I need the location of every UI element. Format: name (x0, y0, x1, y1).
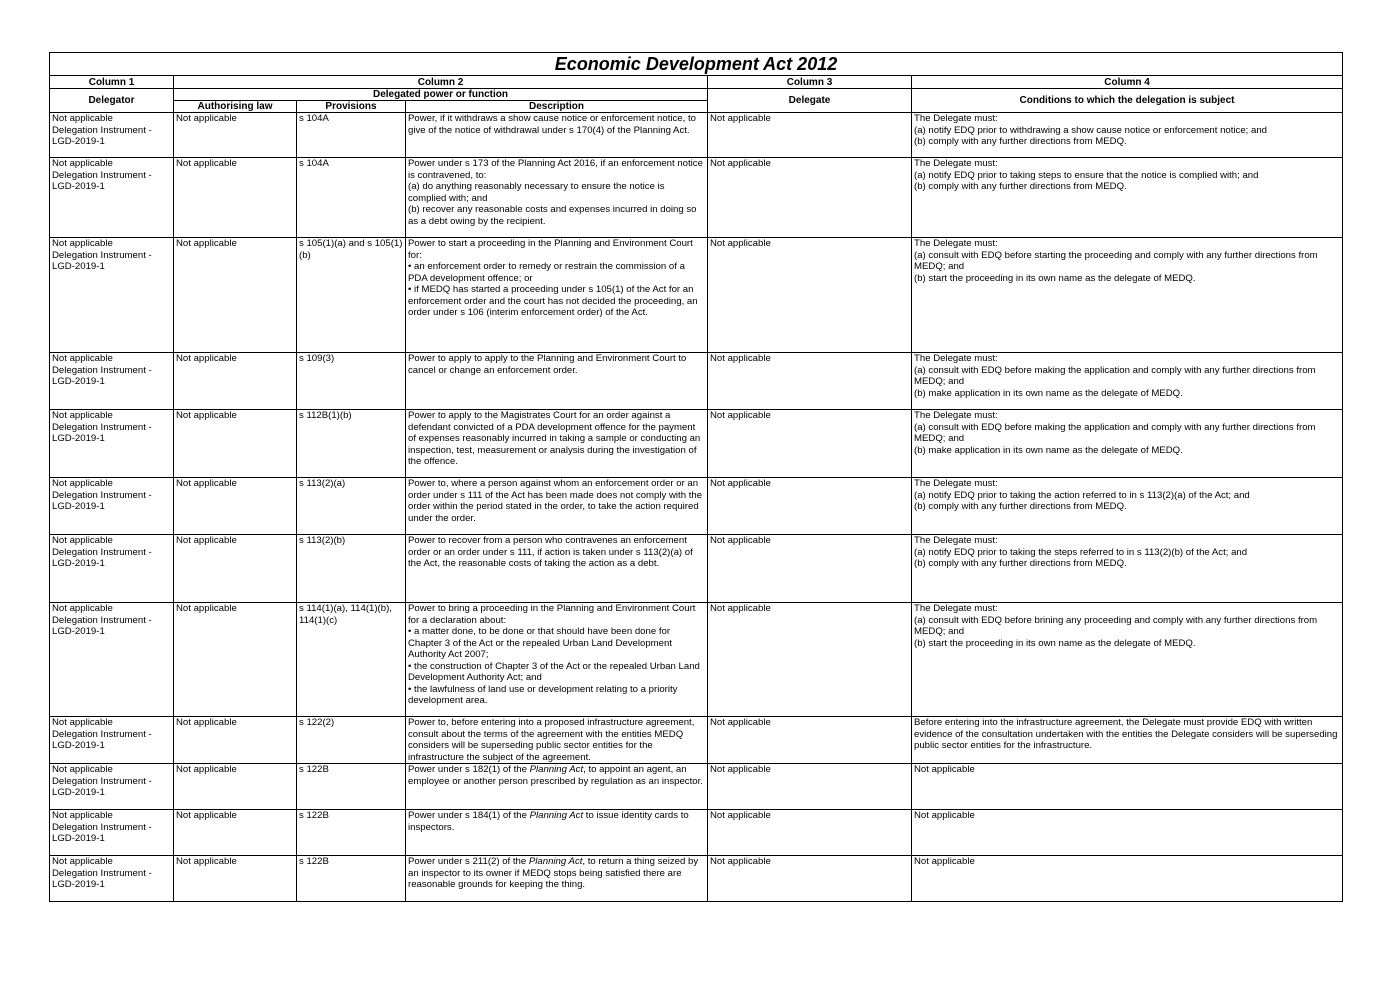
delegator-cell (50, 810, 174, 856)
table-row (50, 603, 1343, 717)
delegator-line: Not applicable (52, 603, 113, 614)
provisions-cell: s 122B (297, 764, 406, 810)
description-cell (406, 764, 708, 810)
conditions-cell (912, 603, 1343, 717)
conditions-line: The Delegate must: (914, 478, 998, 489)
delegated-power-header: Delegated power or function (174, 89, 708, 101)
provisions-cell: s 122(2) (297, 717, 406, 764)
delegator-header: Delegator (50, 89, 174, 113)
conditions-line: (a) consult with EDQ before starting the proceeding and comply with any further directions from MEDQ; and (914, 249, 1318, 272)
provisions-cell: s 112B(1)(b) (297, 410, 406, 478)
delegate-cell: Not applicable (708, 764, 912, 810)
description-cell (406, 717, 708, 764)
delegator-line: Delegation Instrument - LGD-2019-1 (52, 867, 152, 890)
description-line: Power, if it withdraws a show cause notice or enforcement notice, to give of the notice of withdrawal under s 170(4) of the Planning Act. (408, 113, 696, 136)
description-cell (406, 238, 708, 353)
authorising-law-header: Authorising law (174, 101, 297, 113)
description-cell (406, 478, 708, 535)
delegate-cell: Not applicable (708, 810, 912, 856)
conditions-cell (912, 238, 1343, 353)
conditions-cell (912, 764, 1343, 810)
delegator-cell (50, 238, 174, 353)
conditions-line: (a) consult with EDQ before brining any proceeding and comply with any further directions from MEDQ; and (914, 614, 1318, 637)
document-title: Economic Development Act 2012 (50, 53, 1343, 76)
description-line: Power to, before entering into a proposed infrastructure agreement, consult about the terms of the agreement with the entities MEDQ considers will be superseding public sector entities for the infrastructure the subject of the agreement. (408, 717, 695, 763)
delegator-cell (50, 410, 174, 478)
conditions-line: (a) consult with EDQ before making the application and comply with any further directions from MEDQ; and (914, 364, 1316, 387)
description-text: , to appoint an agent, an employee or another person prescribed by regulation as an inspector. (408, 764, 703, 787)
delegator-line: Delegation Instrument - LGD-2019-1 (52, 775, 152, 798)
conditions-line: Not applicable (914, 764, 975, 775)
conditions-line: (b) comply with any further directions from MEDQ. (914, 501, 1127, 512)
table-row (50, 717, 1343, 764)
table-row (50, 158, 1343, 238)
delegation-table (49, 52, 1343, 902)
delegate-cell: Not applicable (708, 478, 912, 535)
conditions-cell (912, 113, 1343, 158)
conditions-line: (a) consult with EDQ before making the application and comply with any further directions from MEDQ; and (914, 421, 1316, 444)
provisions-cell: s 104A (297, 158, 406, 238)
authorising-law-cell: Not applicable (174, 535, 297, 603)
provisions-header: Provisions (297, 101, 406, 113)
description-line: Power to apply to the Magistrates Court for an order against a defendant convicted of a PDA development offence for the payment of expenses reasonably incurred in taking a sample or conducting an inspection, test, measurement or analysis during the investigation of the offence. (408, 410, 701, 467)
delegate-cell: Not applicable (708, 113, 912, 158)
table-row (50, 764, 1343, 810)
description-cell (406, 113, 708, 158)
delegator-line: Delegation Instrument - LGD-2019-1 (52, 124, 152, 147)
table-row (50, 478, 1343, 535)
delegator-cell (50, 158, 174, 238)
delegate-cell: Not applicable (708, 856, 912, 902)
description-line: Power to start a proceeding in the Planning and Environment Court for: (408, 238, 693, 261)
conditions-line: (b) make application in its own name as the delegate of MEDQ. (914, 387, 1183, 399)
provisions-cell: s 109(3) (297, 353, 406, 410)
description-line: Power to apply to apply to the Planning and Environment Court to cancel or change an enforcement order. (408, 353, 687, 376)
delegator-cell (50, 764, 174, 810)
description-header: Description (406, 101, 708, 113)
delegate-cell: Not applicable (708, 158, 912, 238)
delegator-cell (50, 478, 174, 535)
delegator-line: Not applicable (52, 238, 113, 249)
delegate-cell: Not applicable (708, 238, 912, 353)
table-row (50, 535, 1343, 603)
description-cell (406, 158, 708, 238)
table-row (50, 113, 1343, 158)
description-cell (406, 410, 708, 478)
delegator-line: Not applicable (52, 158, 113, 169)
act-name: Planning Act (529, 810, 584, 821)
provisions-cell: s 113(2)(a) (297, 478, 406, 535)
act-name: Planning Act (528, 856, 583, 867)
delegator-line: Not applicable (52, 764, 113, 775)
conditions-line: Not applicable (914, 856, 975, 867)
delegator-line: Not applicable (52, 353, 113, 364)
delegate-cell: Not applicable (708, 535, 912, 603)
delegator-cell (50, 113, 174, 158)
column-4-header: Column 4 (912, 76, 1343, 89)
conditions-cell (912, 856, 1343, 902)
delegate-cell: Not applicable (708, 410, 912, 478)
authorising-law-cell: Not applicable (174, 764, 297, 810)
conditions-line: The Delegate must: (914, 410, 998, 421)
delegator-cell (50, 603, 174, 717)
delegate-cell: Not applicable (708, 353, 912, 410)
delegate-cell: Not applicable (708, 717, 912, 764)
table-row (50, 410, 1343, 478)
table-body (50, 113, 1343, 902)
conditions-header: Conditions to which the delegation is subject (912, 89, 1343, 113)
conditions-cell (912, 158, 1343, 238)
conditions-line: The Delegate must: (914, 535, 998, 546)
authorising-law-cell: Not applicable (174, 603, 297, 717)
authorising-law-cell: Not applicable (174, 856, 297, 902)
provisions-cell: s 113(2)(b) (297, 535, 406, 603)
delegator-line: Delegation Instrument - LGD-2019-1 (52, 249, 152, 272)
conditions-cell (912, 717, 1343, 764)
delegator-line: Not applicable (52, 856, 113, 867)
delegator-line: Delegation Instrument - LGD-2019-1 (52, 728, 152, 751)
delegator-cell (50, 353, 174, 410)
conditions-line: The Delegate must: (914, 603, 998, 614)
description-line: • a matter done, to be done or that should have been done for Chapter 3 of the Act or the repealed Urban Land Development Authority Act 2007; (408, 626, 672, 660)
conditions-line: (b) comply with any further directions from MEDQ. (914, 558, 1127, 569)
description-line: (b) recover any reasonable costs and expenses incurred in doing so as a debt owing by the recipient. (408, 204, 697, 227)
provisions-cell: s 104A (297, 113, 406, 158)
table-row (50, 856, 1343, 902)
description-cell (406, 535, 708, 603)
description-cell (406, 353, 708, 410)
description-cell (406, 603, 708, 717)
table-row (50, 353, 1343, 410)
conditions-line: Not applicable (914, 810, 975, 821)
delegator-line: Not applicable (52, 478, 113, 489)
conditions-line: (a) notify EDQ prior to taking the action referred to in s 113(2)(a) of the Act; and (914, 489, 1250, 501)
provisions-cell: s 122B (297, 810, 406, 856)
conditions-line: Before entering into the infrastructure agreement, the Delegate must provide EDQ with written evidence of the consultation undertaken with the entities the Delegate considers will be superseding public sector entities for the infrastructure. (914, 717, 1338, 751)
provisions-cell: s 114(1)(a), 114(1)(b), 114(1)(c) (297, 603, 406, 717)
authorising-law-cell: Not applicable (174, 478, 297, 535)
delegator-line: Delegation Instrument - LGD-2019-1 (52, 169, 152, 192)
conditions-line: (a) notify EDQ prior to withdrawing a show cause notice or enforcement notice; and (914, 124, 1268, 136)
authorising-law-cell: Not applicable (174, 238, 297, 353)
conditions-line: (b) comply with any further directions from MEDQ. (914, 136, 1127, 147)
delegator-line: Not applicable (52, 717, 113, 728)
description-text: to issue identity cards to inspectors. (408, 810, 689, 833)
description-text: Power under s 211(2) of the (408, 856, 529, 867)
conditions-line: (b) start the proceeding in its own name as the delegate of MEDQ. (914, 637, 1196, 649)
conditions-line: (b) start the proceeding in its own name as the delegate of MEDQ. (914, 272, 1196, 284)
table-row (50, 238, 1343, 353)
description-text: Power under s 182(1) of the (408, 764, 530, 775)
column-3-header: Column 3 (708, 76, 912, 89)
provisions-cell: s 105(1)(a) and s 105(1)(b) (297, 238, 406, 353)
delegate-cell: Not applicable (708, 603, 912, 717)
description-line: (a) do anything reasonably necessary to ensure the notice is complied with; and (408, 181, 665, 204)
delegator-line: Delegation Instrument - LGD-2019-1 (52, 546, 152, 569)
authorising-law-cell: Not applicable (174, 353, 297, 410)
table-row (50, 810, 1343, 856)
description-line: Power to, where a person against whom an enforcement order or an order under s 111 of the Act has been made does not comply with the order within the period stated in the order, to take the action required under the order. (408, 478, 703, 524)
conditions-line: (b) comply with any further directions from MEDQ. (914, 181, 1127, 192)
description-line: • an enforcement order to remedy or restrain the commission of a PDA development offence; or (408, 261, 685, 284)
conditions-line: The Delegate must: (914, 238, 998, 249)
authorising-law-cell: Not applicable (174, 717, 297, 764)
description-cell (406, 856, 708, 902)
description-cell (406, 810, 708, 856)
delegator-line: Not applicable (52, 113, 113, 124)
conditions-cell (912, 410, 1343, 478)
column-2-header: Column 2 (174, 76, 708, 89)
description-text: Power under s 184(1) of the (408, 810, 530, 821)
conditions-cell (912, 810, 1343, 856)
description-line: Power to recover from a person who contravenes an enforcement order or an order under s 111, if action is taken under s 113(2)(a) of the Act, the reasonable costs of taking the action as a debt. (408, 535, 693, 569)
description-line: • the construction of Chapter 3 of the Act or the repealed Urban Land Development Authority Act; and (408, 660, 700, 683)
conditions-line: (a) notify EDQ prior to taking steps to ensure that the notice is complied with; and (914, 169, 1259, 181)
conditions-line: The Delegate must: (914, 353, 998, 364)
authorising-law-cell: Not applicable (174, 810, 297, 856)
description-line: Power to bring a proceeding in the Planning and Environment Court for a declaration about: (408, 603, 696, 626)
delegator-line: Delegation Instrument - LGD-2019-1 (52, 821, 152, 844)
conditions-line: The Delegate must: (914, 158, 998, 169)
delegator-line: Not applicable (52, 410, 113, 421)
act-name: Planning Act (529, 764, 584, 775)
description-line: • the lawfulness of land use or development relating to a priority development area. (408, 683, 678, 706)
authorising-law-cell: Not applicable (174, 158, 297, 238)
conditions-cell (912, 535, 1343, 603)
description-text: , to return a thing seized by an inspector to its owner if MEDQ stops being satisfied there are reasonable grounds for keeping the thing. (408, 856, 699, 890)
delegator-line: Not applicable (52, 810, 113, 821)
authorising-law-cell: Not applicable (174, 113, 297, 158)
delegator-line: Delegation Instrument - LGD-2019-1 (52, 614, 152, 637)
conditions-line: The Delegate must: (914, 113, 998, 124)
delegator-line: Delegation Instrument - LGD-2019-1 (52, 421, 152, 444)
conditions-cell (912, 353, 1343, 410)
delegator-cell (50, 535, 174, 603)
conditions-line: (a) notify EDQ prior to taking the steps referred to in s 113(2)(b) of the Act; and (914, 546, 1248, 558)
delegator-line: Delegation Instrument - LGD-2019-1 (52, 364, 152, 387)
delegator-line: Delegation Instrument - LGD-2019-1 (52, 489, 152, 512)
delegator-cell (50, 856, 174, 902)
description-line: Power under s 173 of the Planning Act 2016, if an enforcement notice is contravened, to: (408, 158, 703, 181)
description-line: • if MEDQ has started a proceeding under s 105(1) of the Act for an enforcement order and the court has not decided the proceeding, an order under s 106 (interim enforcement order) of the Act. (408, 284, 698, 318)
conditions-cell (912, 478, 1343, 535)
column-1-header: Column 1 (50, 76, 174, 89)
delegator-line: Not applicable (52, 535, 113, 546)
authorising-law-cell: Not applicable (174, 410, 297, 478)
conditions-line: (b) make application in its own name as the delegate of MEDQ. (914, 444, 1183, 456)
provisions-cell: s 122B (297, 856, 406, 902)
delegator-cell (50, 717, 174, 764)
delegate-header: Delegate (708, 89, 912, 113)
